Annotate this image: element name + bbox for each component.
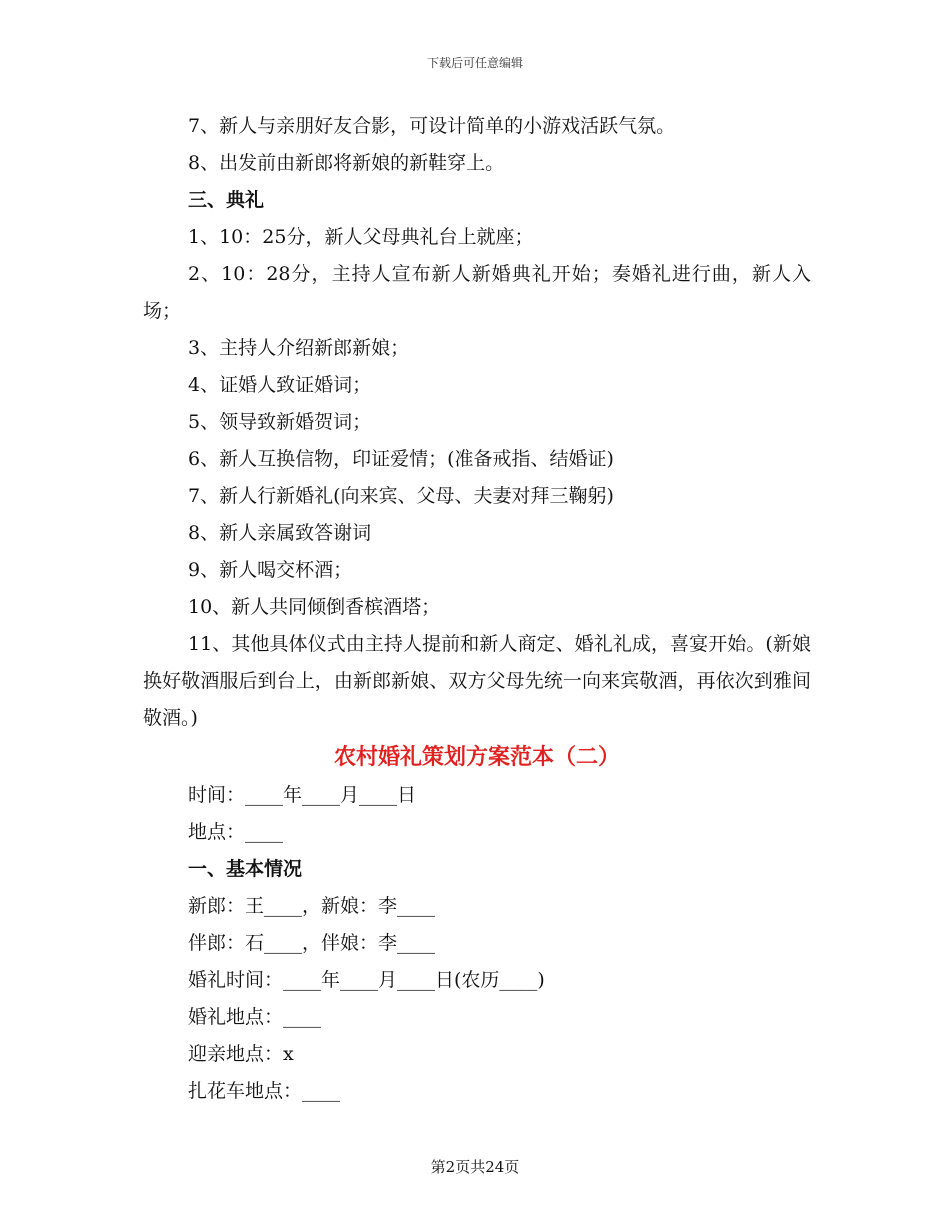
field-time: 时间：____年____月____日 [188,784,417,806]
ceremony-item-7: 7、新人行新婚礼(向来宾、父母、夫妻对拜三鞠躬) [188,485,614,507]
document-body [143,108,811,1110]
paragraph-item-8: 8、出发前由新郎将新娘的新鞋穿上。 [188,152,505,174]
field-wedding-place: 婚礼地点：____ [188,1006,322,1028]
field-place: 地点：____ [188,821,284,843]
ceremony-item-8: 8、新人亲属致答谢词 [188,522,372,544]
ceremony-item-9: 9、新人喝交杯酒； [188,559,353,581]
page-footer: 第2页共24页 [430,1158,520,1176]
ceremony-item-11: 11、其他具体仪式由主持人提前和新人商定、婚礼礼成，喜宴开始。(新娘换好敬酒服后到台上，由新郎新娘、双方父母先统一向来宾敬酒，再依次到雅间敬酒。) [143,633,811,729]
header-note: 下载后可任意编辑 [426,56,523,70]
section-heading-ceremony: 三、典礼 [188,189,265,211]
ceremony-item-10: 10、新人共同倾倒香槟酒塔； [188,596,441,618]
ceremony-item-4: 4、证婚人致证婚词； [188,374,372,396]
ceremony-item-6: 6、新人互换信物，印证爱情；(准备戒指、结婚证) [188,448,614,470]
paragraph-item-7: 7、新人与亲朋好友合影，可设计简单的小游戏活跃气氛。 [188,115,676,137]
field-wedding-time: 婚礼时间：____年____月____日(农历____) [188,969,545,991]
document-title: 农村婚礼策划方案范本（二） [333,744,620,770]
ceremony-item-3: 3、主持人介绍新郎新娘； [188,337,410,359]
ceremony-item-1: 1、10：25分，新人父母典礼台上就座； [188,226,534,248]
field-groom-bride: 新郎：王____，新娘：李____ [188,895,436,917]
field-pickup-place: 迎亲地点：x [188,1043,294,1065]
ceremony-item-5: 5、领导致新婚贺词； [188,411,372,433]
ceremony-item-2: 2、10：28分，主持人宣布新人新婚典礼开始；奏婚礼进行曲，新人入场； [143,263,811,322]
section-heading-basic-info: 一、基本情况 [188,858,303,880]
field-car-decoration-place: 扎花车地点：____ [188,1080,341,1102]
field-best-man-bridesmaid: 伴郎：石____，伴娘：李____ [188,932,436,954]
